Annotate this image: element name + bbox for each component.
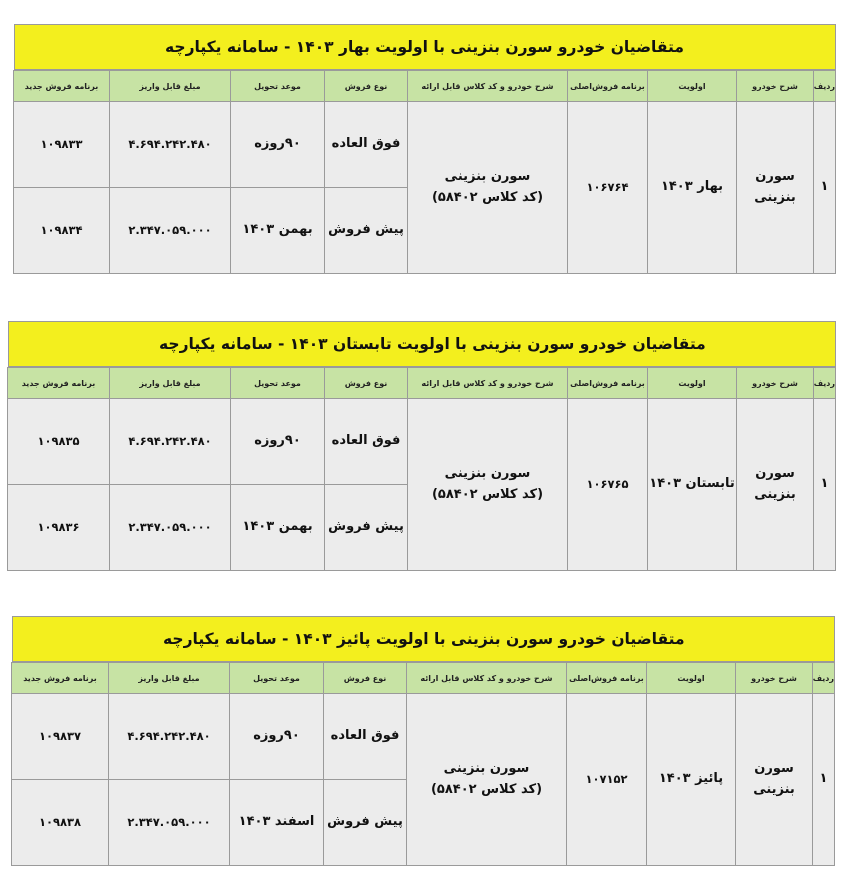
cell-car-code: سورن بنزینی (کد کلاس ۵۸۴۰۲) bbox=[408, 102, 568, 274]
sales-table bbox=[7, 367, 836, 571]
cell-row-no: ۱ bbox=[814, 102, 836, 274]
sales-table-summer bbox=[8, 321, 836, 571]
cell-new-program: ۱۰۹۸۳۸ bbox=[12, 780, 109, 866]
sales-table bbox=[11, 662, 835, 866]
header-row bbox=[14, 71, 836, 102]
cell-delivery: ۹۰روزه bbox=[230, 694, 324, 780]
table-row bbox=[12, 694, 835, 780]
col-header-new-program: برنامه فروش جدید bbox=[8, 368, 110, 399]
cell-orig-program: ۱۰۶۷۶۴ bbox=[568, 102, 648, 274]
cell-new-program: ۱۰۹۸۳۵ bbox=[8, 399, 110, 485]
cell-amount: ۲.۳۴۷.۰۵۹.۰۰۰ bbox=[109, 780, 230, 866]
sales-table bbox=[13, 70, 836, 274]
cell-sale-type: فوق العاده bbox=[325, 102, 408, 188]
header-row bbox=[8, 368, 836, 399]
cell-delivery: اسفند ۱۴۰۳ bbox=[230, 780, 324, 866]
header-row bbox=[12, 663, 835, 694]
cell-row-no: ۱ bbox=[813, 694, 835, 866]
cell-amount: ۴.۶۹۴.۲۴۲.۴۸۰ bbox=[110, 399, 231, 485]
col-header-delivery: موعد تحویل bbox=[231, 368, 325, 399]
col-header-orig-program: برنامه فروش‌اصلی bbox=[568, 368, 648, 399]
table-row bbox=[8, 399, 836, 485]
cell-sale-type: پیش فروش bbox=[324, 780, 407, 866]
table-title: متقاضیان خودرو سورن بنزینی با اولویت پائیز ۱۴۰۳ - سامانه یکپارچه bbox=[12, 616, 835, 662]
col-header-priority: اولویت bbox=[648, 71, 737, 102]
cell-orig-program: ۱۰۷۱۵۲ bbox=[567, 694, 647, 866]
col-header-amount: مبلغ قابل واریز bbox=[110, 71, 231, 102]
cell-new-program: ۱۰۹۸۳۳ bbox=[14, 102, 110, 188]
cell-car-code: سورن بنزینی (کد کلاس ۵۸۴۰۲) bbox=[407, 694, 567, 866]
cell-priority: بهار ۱۴۰۳ bbox=[648, 102, 737, 274]
col-header-car-desc: شرح خودرو bbox=[736, 663, 813, 694]
col-header-sale-type: نوع فروش bbox=[325, 368, 408, 399]
col-header-orig-program: برنامه فروش‌اصلی bbox=[568, 71, 648, 102]
col-header-car-code: شرح خودرو و کد کلاس قابل ارائه bbox=[407, 663, 567, 694]
cell-sale-type: فوق العاده bbox=[325, 399, 408, 485]
table-title: متقاضیان خودرو سورن بنزینی با اولویت بهار ۱۴۰۳ - سامانه یکپارچه bbox=[14, 24, 836, 70]
cell-amount: ۲.۳۴۷.۰۵۹.۰۰۰ bbox=[110, 188, 231, 274]
cell-amount: ۲.۳۴۷.۰۵۹.۰۰۰ bbox=[110, 485, 231, 571]
cell-delivery: ۹۰روزه bbox=[231, 399, 325, 485]
cell-delivery: بهمن ۱۴۰۳ bbox=[231, 485, 325, 571]
col-header-priority: اولویت bbox=[648, 368, 737, 399]
cell-delivery: بهمن ۱۴۰۳ bbox=[231, 188, 325, 274]
cell-new-program: ۱۰۹۸۳۶ bbox=[8, 485, 110, 571]
col-header-row: ردیف bbox=[814, 71, 836, 102]
cell-sale-type: پیش فروش bbox=[325, 188, 408, 274]
table-title: متقاضیان خودرو سورن بنزینی با اولویت تابستان ۱۴۰۳ - سامانه یکپارچه bbox=[8, 321, 836, 367]
col-header-sale-type: نوع فروش bbox=[324, 663, 407, 694]
cell-amount: ۴.۶۹۴.۲۴۲.۴۸۰ bbox=[109, 694, 230, 780]
cell-priority: تابستان ۱۴۰۳ bbox=[648, 399, 737, 571]
col-header-car-code: شرح خودرو و کد کلاس قابل ارائه bbox=[408, 368, 568, 399]
col-header-row: ردیف bbox=[814, 368, 836, 399]
cell-car-desc: سورن بنزینی bbox=[736, 694, 813, 866]
col-header-row: ردیف bbox=[813, 663, 835, 694]
cell-car-desc: سورن بنزینی bbox=[737, 399, 814, 571]
cell-sale-type: پیش فروش bbox=[325, 485, 408, 571]
cell-amount: ۴.۶۹۴.۲۴۲.۴۸۰ bbox=[110, 102, 231, 188]
col-header-new-program: برنامه فروش جدید bbox=[14, 71, 110, 102]
col-header-delivery: موعد تحویل bbox=[231, 71, 325, 102]
cell-delivery: ۹۰روزه bbox=[231, 102, 325, 188]
col-header-car-desc: شرح خودرو bbox=[737, 71, 814, 102]
cell-priority: پائیز ۱۴۰۳ bbox=[647, 694, 736, 866]
col-header-orig-program: برنامه فروش‌اصلی bbox=[567, 663, 647, 694]
sales-table-spring bbox=[14, 24, 836, 274]
col-header-sale-type: نوع فروش bbox=[325, 71, 408, 102]
cell-row-no: ۱ bbox=[814, 399, 836, 571]
cell-orig-program: ۱۰۶۷۶۵ bbox=[568, 399, 648, 571]
cell-new-program: ۱۰۹۸۳۴ bbox=[14, 188, 110, 274]
cell-car-code: سورن بنزینی (کد کلاس ۵۸۴۰۲) bbox=[408, 399, 568, 571]
col-header-new-program: برنامه فروش جدید bbox=[12, 663, 109, 694]
cell-sale-type: فوق العاده bbox=[324, 694, 407, 780]
sales-table-autumn bbox=[12, 616, 835, 866]
cell-car-desc: سورن بنزینی bbox=[737, 102, 814, 274]
table-row bbox=[14, 102, 836, 188]
col-header-delivery: موعد تحویل bbox=[230, 663, 324, 694]
col-header-amount: مبلغ قابل واریز bbox=[109, 663, 230, 694]
cell-new-program: ۱۰۹۸۳۷ bbox=[12, 694, 109, 780]
col-header-amount: مبلغ قابل واریز bbox=[110, 368, 231, 399]
col-header-car-desc: شرح خودرو bbox=[737, 368, 814, 399]
col-header-priority: اولویت bbox=[647, 663, 736, 694]
col-header-car-code: شرح خودرو و کد کلاس قابل ارائه bbox=[408, 71, 568, 102]
